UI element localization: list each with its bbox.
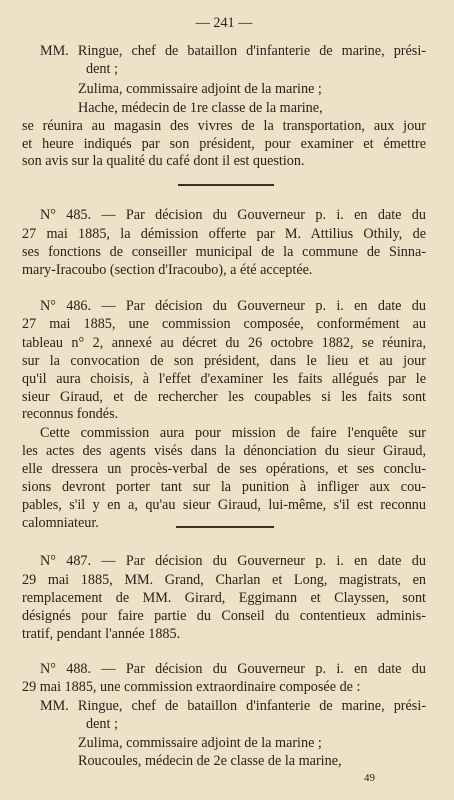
text-line: 29 mai 1885, MM. Grand, Charlan et Long, magistrats, en <box>22 572 426 588</box>
text-line: N° 485. — Par décision du Gouverneur p. i. en date du <box>40 207 426 223</box>
text-line: et heure indiqués par son président, pour examiner et émettre <box>22 136 426 152</box>
text-line: elle dressera un procès-verbal de ses opérations, et ses conclu- <box>22 461 426 477</box>
text-line: désignés pour faire partie du Conseil du contentieux adminis- <box>22 608 426 624</box>
text-line: ses fonctions de conseiller municipal de la commune de Sinna- <box>22 244 426 260</box>
text-line: son avis sur la qualité du café dont il est question. <box>22 153 305 169</box>
text-line: pables, s'il y en a, qu'au sieur Giraud, lui-même, s'il est reconnu <box>22 497 426 513</box>
text-line: Zulima, commissaire adjoint de la marine ; <box>78 81 322 97</box>
page-number: — 241 — <box>195 15 253 31</box>
text-line: 27 mai 1885, la démission offerte par M. Attilius Othily, de <box>22 226 426 242</box>
text-line: MM. Ringue, chef de bataillon d'infanterie de marine, prési- <box>40 698 426 714</box>
text-line: Cette commission aura pour mission de faire l'enquête sur <box>40 425 426 441</box>
text-line: qu'il aura choisis, à l'effet d'examiner les faits allégués par le <box>22 371 426 387</box>
text-line: sur la convocation de son président, dans le lieu et au jour <box>22 353 426 369</box>
text-line: se réunira au magasin des vivres de la transportation, aux jour <box>22 118 426 134</box>
text-line: dent ; <box>86 61 118 77</box>
text-line: sions devront porter tant sur la punition à infliger aux cou- <box>22 479 426 495</box>
separator-rule <box>178 184 274 186</box>
text-line: Hache, médecin de 1re classe de la marine, <box>78 100 323 116</box>
text-line: reconnus fondés. <box>22 406 119 422</box>
text-line: 29 mai 1885, une commission extraordinaire composée de : <box>22 679 361 695</box>
text-line: tableau n° 2, annexé au décret du 26 octobre 1882, se réunira, <box>22 335 426 351</box>
text-line: dent ; <box>86 716 118 732</box>
text-line: tratif, pendant l'année 1885. <box>22 626 181 642</box>
text-line: les actes des agents visés dans la dénonciation du sieur Giraud, <box>22 443 426 459</box>
text-line: Zulima, commissaire adjoint de la marine ; <box>78 735 322 751</box>
text-line: MM. Ringue, chef de bataillon d'infanterie de marine, prési- <box>40 43 426 59</box>
text-line: N° 487. — Par décision du Gouverneur p. i. en date du <box>40 553 426 569</box>
text-line: calomniateur. <box>22 515 99 531</box>
text-line: N° 486. — Par décision du Gouverneur p. i. en date du <box>40 298 426 314</box>
text-line: 27 mai 1885, une commission composée, conformément au <box>22 316 426 332</box>
text-line: Roucoules, médecin de 2e classe de la marine, <box>78 753 342 769</box>
text-line: mary-Iracoubo (section d'Iracoubo), a été acceptée. <box>22 262 313 278</box>
text-line: sieur Giraud, et de rechercher les coupables si les faits sont <box>22 389 426 405</box>
text-line: N° 488. — Par décision du Gouverneur p. i. en date du <box>40 661 426 677</box>
text-line: remplacement de MM. Girard, Eggimann et Clayssen, sont <box>22 590 426 606</box>
signature-mark: 49 <box>364 772 375 784</box>
separator-rule <box>176 526 274 528</box>
